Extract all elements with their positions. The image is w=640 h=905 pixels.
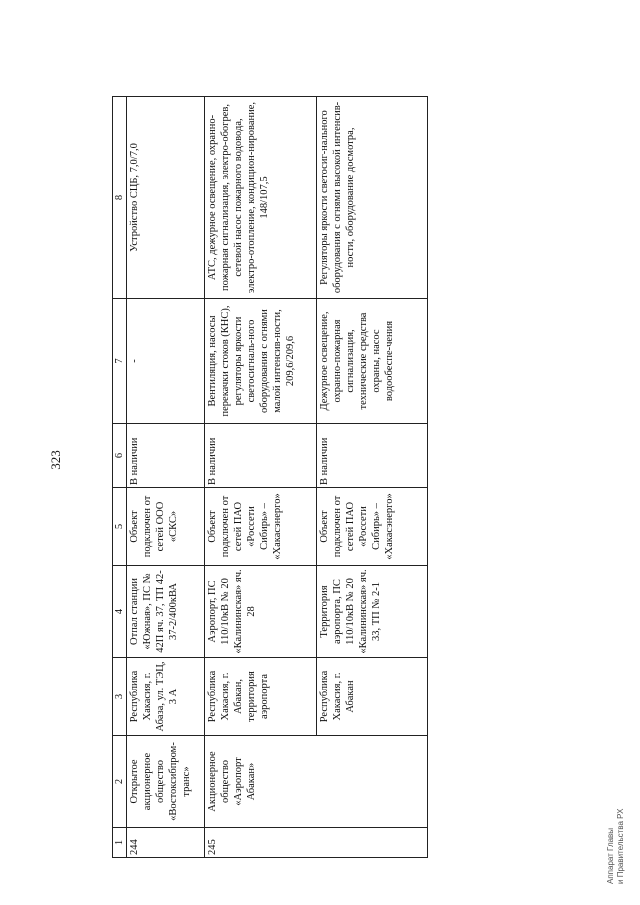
- header-cell: 5: [113, 488, 127, 566]
- connection-point-cell: Территория аэропорта, ПС 110/10кВ № 20 «Калининская» яч. 33, ТП № 2-1: [317, 566, 428, 658]
- availability-cell: В наличии: [205, 424, 317, 488]
- stamp-line: Аппарат Главы: [606, 827, 615, 884]
- table-header-row: [113, 97, 127, 858]
- supply-source-cell: Объект подключен от сетей ПАО «Россети Сибирь» – «Хакасэнерго»: [205, 488, 317, 566]
- load-cell: Регуляторы яркости светосиг-нального оборудования с огнями высокой интенсив-ности, оборудование досмотра,: [317, 97, 428, 299]
- address-cell: Республика Хакасия, г. Абакан: [317, 658, 428, 736]
- connection-point-cell: Отпал станции «Южная», ПС № 42П яч. 37, ТП 42-37-2/400кВА: [127, 566, 205, 658]
- header-cell: 7: [113, 299, 127, 424]
- load-cell: Устройство СЦБ, 7,0/7,0: [127, 97, 205, 299]
- availability-cell: В наличии: [317, 424, 428, 488]
- supply-source-cell: Объект подключен от сетей ООО «СКС»: [127, 488, 205, 566]
- equipment-cell: Дежурное освещение, охранно-пожарная сигнализация, технические средства охраны, насос водообеспе-чения: [317, 299, 428, 424]
- stamp-line: и Правительства РХ: [616, 808, 625, 884]
- connection-point-cell: Аэропорт, ПС 110/10кВ № 20 «Калининская» яч. 28: [205, 566, 317, 658]
- supply-source-cell: Объект подключен от сетей ПАО «Россети Сибирь» – «Хакасэнерго»: [317, 488, 428, 566]
- row-number-cell: 245: [205, 828, 428, 858]
- row-number-cell: 244: [127, 828, 205, 858]
- equipment-cell: -: [127, 299, 205, 424]
- address-cell: Республика Хакасия, г. Абакан, территория аэропорта: [205, 658, 317, 736]
- rotated-table-container: [112, 96, 428, 858]
- header-cell: 1: [113, 828, 127, 858]
- equipment-cell: Вентиляция, насосы перекачки стоков (КНС), регуляторы яркости светосигналь-ного оборудования с огнями малой интенсив-ности, 209,6/209,6: [205, 299, 317, 424]
- load-cell: АТС, дежурное освещение, охранно-пожарная сигнализация, электро-обогрев, сетевой насос пожарного водовода, электро-отопление, кондицион-нирование, 148/107,5: [205, 97, 317, 299]
- registry-stamp: [606, 809, 626, 884]
- availability-cell: В наличии: [127, 424, 205, 488]
- address-cell: Республика Хакасия, г. Абаза, ул. ТЭЦ, 3 А: [127, 658, 205, 736]
- table-row: [205, 97, 317, 858]
- header-cell: 6: [113, 424, 127, 488]
- header-cell: 4: [113, 566, 127, 658]
- header-cell: 2: [113, 736, 127, 828]
- infrastructure-table: [112, 96, 428, 858]
- organization-cell: Акционерное общество «Аэропорт Абакан»: [205, 736, 428, 828]
- header-cell: 3: [113, 658, 127, 736]
- page-number: 323: [47, 450, 63, 470]
- header-cell: 8: [113, 97, 127, 299]
- organization-cell: Открытое акционерное общество «Востоксибпром-транс»: [127, 736, 205, 828]
- table-row: [127, 97, 205, 858]
